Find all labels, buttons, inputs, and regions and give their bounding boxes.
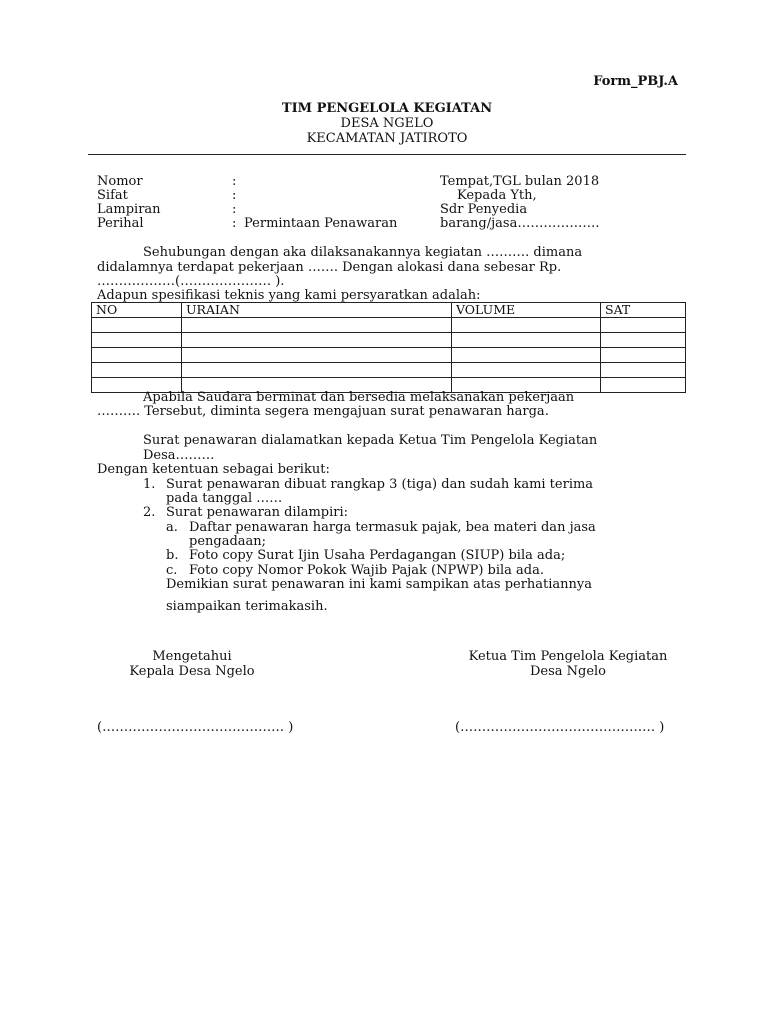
form-code: Form_PBJ.A (593, 74, 678, 89)
meta-sep: : (232, 202, 237, 217)
condition-item-1-cont: pada tanggal …… (166, 491, 283, 506)
table-cell (601, 348, 686, 363)
header-divider (88, 154, 686, 155)
meta-value-perihal: Permintaan Penawaran (244, 216, 398, 231)
signature-left-role: Mengetahui (152, 649, 232, 664)
col-header-uraian: URAIAN (182, 303, 452, 318)
table-cell (601, 378, 686, 393)
table-cell (452, 348, 601, 363)
table-row (92, 363, 686, 378)
conditions-intro: Dengan ketentuan sebagai berikut: (97, 462, 330, 477)
col-header-sat: SAT (601, 303, 686, 318)
sub-item-b: Foto copy Surat Ijin Usaha Perdagangan (SIUP) bila ada; (189, 548, 566, 563)
table-cell (182, 333, 452, 348)
signature-right-name: (……………………………………… ) (455, 720, 665, 735)
para2-line1: Apabila Saudara berminat dan bersedia melaksanakan pekerjaan (143, 390, 575, 405)
org-village: DESA NGELO (340, 116, 434, 131)
org-title: TIM PENGELOLA KEGIATAN (281, 101, 493, 116)
table-cell (182, 363, 452, 378)
closing-line2: siampaikan terimakasih. (166, 599, 328, 614)
table-cell (92, 333, 182, 348)
para3-line1: Surat penawaran dialamatkan kepada Ketua Tim Pengelola Kegiatan (143, 433, 598, 448)
sub-item-letter: a. (166, 520, 178, 535)
table-cell (182, 348, 452, 363)
meta-label-nomor: Nomor (97, 174, 143, 189)
table-cell (452, 318, 601, 333)
table-cell (601, 363, 686, 378)
intro-line3: ………………(………………… ). (97, 274, 285, 289)
intro-line1: Sehubungan dengan aka dilaksanakannya kegiatan ………. dimana (143, 245, 583, 260)
sub-item-a: Daftar penawaran harga termasuk pajak, bea materi dan jasa (189, 520, 596, 535)
org-district: KECAMATAN JATIROTO (306, 131, 468, 146)
table-row (92, 348, 686, 363)
closing-line1: Demikian surat penawaran ini kami sampikan atas perhatiannya (166, 577, 593, 592)
para2-line2: ………. Tersebut, diminta segera mengajuan surat penawaran harga. (97, 404, 549, 419)
meta-sep: : (232, 174, 237, 189)
addressee-salutation: Kepada Yth, (457, 188, 537, 203)
sub-item-letter: c. (166, 563, 178, 578)
para3-line2: Desa……… (143, 448, 215, 463)
sub-item-c: Foto copy Nomor Pokok Wajib Pajak (NPWP) bila ada. (189, 563, 544, 578)
meta-sep: : (232, 216, 237, 231)
table-cell (452, 333, 601, 348)
item-number: 2. (143, 505, 156, 520)
meta-label-sifat: Sifat (97, 188, 128, 203)
meta-sep: : (232, 188, 237, 203)
item-number: 1. (143, 477, 156, 492)
place-date: Tempat,TGL bulan 2018 (440, 174, 600, 189)
table-row (92, 318, 686, 333)
addressee-line2: barang/jasa………………. (440, 216, 600, 231)
table-cell (92, 363, 182, 378)
table-row (92, 333, 686, 348)
spec-table (91, 302, 686, 393)
sub-item-letter: b. (166, 548, 179, 563)
col-header-volume: VOLUME (452, 303, 601, 318)
signature-right-role: Ketua Tim Pengelola Kegiatan (468, 649, 668, 664)
condition-item-1: Surat penawaran dibuat rangkap 3 (tiga) dan sudah kami terima (166, 477, 594, 492)
table-cell (452, 363, 601, 378)
col-header-no: NO (92, 303, 182, 318)
table-cell (92, 348, 182, 363)
condition-item-2: Surat penawaran dilampiri: (166, 505, 349, 520)
signature-right-title: Desa Ngelo (529, 664, 607, 679)
spec-intro: Adapun spesifikasi teknis yang kami persyaratkan adalah: (97, 288, 481, 303)
addressee: Sdr Penyedia (440, 202, 528, 217)
table-cell (601, 333, 686, 348)
sub-item-a-cont: pengadaan; (189, 534, 267, 549)
table-cell (92, 318, 182, 333)
meta-label-lampiran: Lampiran (97, 202, 161, 217)
signature-left-title: Kepala Desa Ngelo (129, 664, 255, 679)
intro-line2: didalamnya terdapat pekerjaan ……. Dengan alokasi dana sebesar Rp. (97, 260, 562, 275)
table-cell (182, 318, 452, 333)
table-cell (601, 318, 686, 333)
signature-left-name: (…………………………………… ) (97, 720, 294, 735)
table-header-row (92, 303, 686, 318)
meta-label-perihal: Perihal (97, 216, 144, 231)
